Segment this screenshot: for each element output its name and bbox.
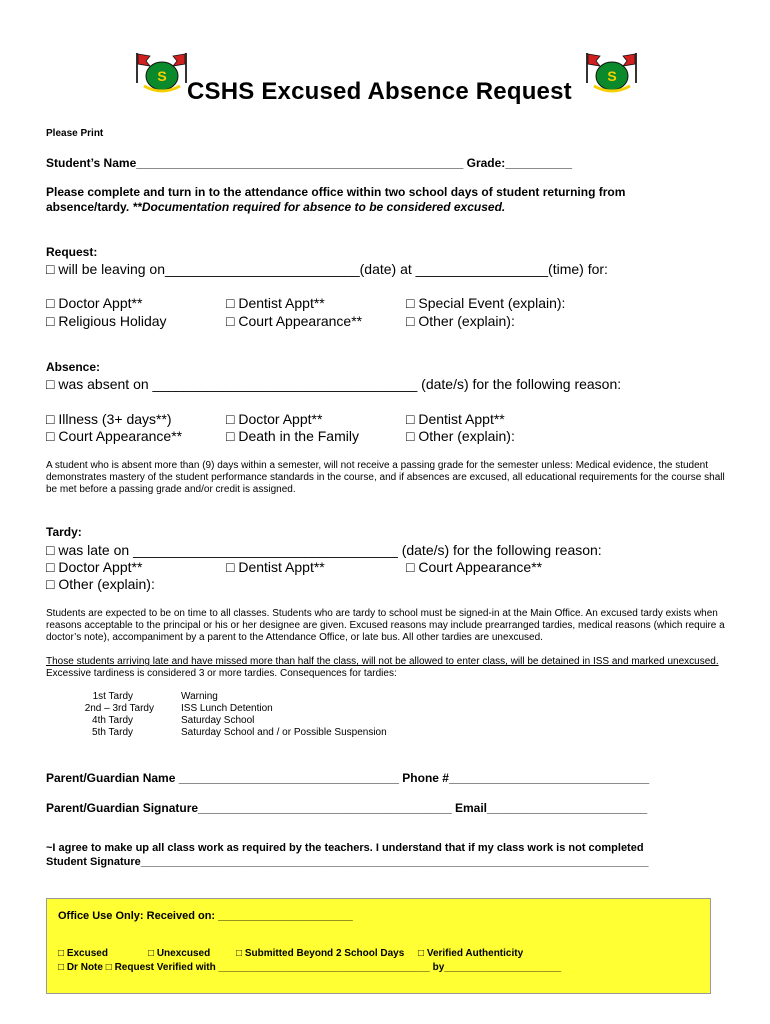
school-logo-left bbox=[134, 50, 190, 96]
email-field[interactable]: ________________________ bbox=[487, 801, 648, 815]
tardy-option-dentist[interactable]: □ Dentist Appt** bbox=[226, 559, 325, 575]
student-name-line bbox=[46, 156, 572, 170]
office-option-unexcused[interactable]: □ Unexcused bbox=[148, 948, 211, 959]
request-option-doctor[interactable]: □ Doctor Appt** bbox=[46, 295, 143, 311]
request-time-field[interactable]: _________________ bbox=[415, 261, 549, 277]
tardy-date-line: □ was late on __________________________________ (date/s) for the following reason: bbox=[46, 542, 602, 558]
instructions-line-1: Please complete and turn in to the attendance office within two school days of student returning from bbox=[46, 185, 626, 199]
student-signature-line: Student Signature___________________________________________________________________________________ bbox=[46, 856, 649, 868]
verified-by-field[interactable]: _____________________ bbox=[444, 962, 562, 973]
svg-text:S: S bbox=[607, 68, 617, 84]
absence-heading: Absence: bbox=[46, 360, 101, 374]
table-row: 1st Tardy Warning bbox=[92, 691, 218, 702]
checkbox[interactable]: □ bbox=[46, 376, 55, 392]
student-name-label: Student’s Name bbox=[46, 156, 137, 170]
documentation-note: **Documentation required for absence to be considered excused. bbox=[132, 200, 506, 214]
checkbox[interactable]: □ bbox=[46, 576, 55, 592]
checkbox[interactable]: □ bbox=[105, 962, 112, 973]
student-name-field[interactable]: _________________________________________________ bbox=[136, 156, 464, 170]
absence-policy-text: A student who is absent more than (9) days within a semester, will not receive a passing grade for the semester unless: Medical evidence, the student demonstrates mastery of the student performance standards in the course, and if absences are excused, all educational requirements for the course shall be met before a passing grade and/or credit is assigned. bbox=[46, 460, 725, 495]
office-received-line: Office Use Only: Received on: ______________________ bbox=[58, 910, 353, 922]
verified-with-field[interactable]: ______________________________________ bbox=[218, 962, 430, 973]
checkbox[interactable]: □ bbox=[406, 313, 415, 329]
excessive-tardiness-note: Excessive tardiness is considered 3 or more tardies. Consequences for tardies: bbox=[46, 668, 397, 679]
office-option-submitted-beyond[interactable]: □ Submitted Beyond 2 School Days bbox=[236, 948, 405, 959]
office-option-excused[interactable]: □ Excused bbox=[58, 948, 108, 959]
parent-name-field[interactable]: _________________________________ bbox=[178, 771, 399, 785]
checkbox[interactable]: □ bbox=[58, 948, 65, 959]
tardy-heading: Tardy: bbox=[46, 525, 82, 539]
checkbox[interactable]: □ bbox=[406, 428, 415, 444]
instructions-line-2: absence/tardy. **Documentation required for absence to be considered excused. bbox=[46, 200, 506, 214]
tardy-option-doctor[interactable]: □ Doctor Appt** bbox=[46, 559, 143, 575]
checkbox[interactable]: □ bbox=[226, 295, 235, 311]
absence-option-death[interactable]: □ Death in the Family bbox=[226, 428, 359, 444]
checkbox[interactable]: □ bbox=[46, 261, 55, 277]
page-title: CSHS Excused Absence Request bbox=[187, 78, 572, 105]
checkbox[interactable]: □ bbox=[418, 948, 425, 959]
request-date-field[interactable]: _________________________ bbox=[164, 261, 360, 277]
table-row: 4th Tardy Saturday School bbox=[92, 715, 255, 726]
student-signature-field[interactable]: ___________________________________________________________________________________ bbox=[140, 856, 649, 868]
checkbox[interactable]: □ bbox=[46, 559, 55, 575]
checkbox[interactable]: □ bbox=[406, 559, 415, 575]
checkbox[interactable]: □ bbox=[236, 948, 243, 959]
office-verified-line: □ Dr Note □ Request Verified with ______________________________________ by_____________________ bbox=[58, 962, 562, 973]
checkbox[interactable]: □ bbox=[406, 411, 415, 427]
checkbox[interactable]: □ bbox=[46, 428, 55, 444]
checkbox[interactable]: □ bbox=[406, 295, 415, 311]
checkbox[interactable]: □ bbox=[148, 948, 155, 959]
request-option-religious[interactable]: □ Religious Holiday bbox=[46, 313, 167, 329]
table-row: 5th Tardy Saturday School and / or Possible Suspension bbox=[92, 727, 387, 738]
phone-field[interactable]: ______________________________ bbox=[448, 771, 650, 785]
received-date-field[interactable]: ______________________ bbox=[218, 910, 353, 922]
checkbox[interactable]: □ bbox=[226, 428, 235, 444]
tardy-policy-text: Students are expected to be on time to all classes. Students who are tardy to school must be signed-in at the Main Office. An excused tardy exists when reasons acceptable to the principal or his or her designee are given. Excused reasons may include prearranged tardies, medical reasons (which require a doctor’s note), accompaniment by a parent to the Attendance Office, or late bus. All other tardies are unexcused. bbox=[46, 608, 725, 643]
checkbox[interactable]: □ bbox=[226, 559, 235, 575]
checkbox[interactable]: □ bbox=[46, 295, 55, 311]
grade-field[interactable]: __________ bbox=[505, 156, 573, 170]
school-mascot-logo-icon bbox=[584, 50, 640, 96]
late-arrival-notice: Those students arriving late and have missed more than half the class, will not be allowed to enter class, will be detained in ISS and marked unexcused. bbox=[46, 656, 719, 667]
svg-text:S: S bbox=[157, 68, 167, 84]
tardy-option-other[interactable]: □ Other (explain): bbox=[46, 576, 155, 592]
absence-option-doctor[interactable]: □ Doctor Appt** bbox=[226, 411, 323, 427]
request-option-other[interactable]: □ Other (explain): bbox=[406, 313, 515, 329]
tardy-option-court[interactable]: □ Court Appearance** bbox=[406, 559, 543, 575]
checkbox[interactable]: □ bbox=[46, 542, 55, 558]
request-heading: Request: bbox=[46, 245, 98, 259]
checkbox[interactable]: □ bbox=[58, 962, 65, 973]
request-option-dentist[interactable]: □ Dentist Appt** bbox=[226, 295, 325, 311]
office-use-box bbox=[46, 898, 711, 994]
parent-signature-line: Parent/Guardian Signature______________________________________ Email________________________ bbox=[46, 801, 648, 815]
office-option-verified-authenticity[interactable]: □ Verified Authenticity bbox=[418, 948, 524, 959]
absence-option-dentist[interactable]: □ Dentist Appt** bbox=[406, 411, 505, 427]
parent-name-line: Parent/Guardian Name _________________________________ Phone #______________________________ bbox=[46, 771, 650, 785]
agreement-text: ~I agree to make up all class work as required by the teachers. I understand that if my class work is not completed bbox=[46, 842, 644, 854]
checkbox[interactable]: □ bbox=[226, 313, 235, 329]
table-row: 2nd – 3rd Tardy ISS Lunch Detention bbox=[84, 703, 273, 714]
tardy-date-field[interactable]: __________________________________ bbox=[133, 542, 398, 558]
checkbox[interactable]: □ bbox=[226, 411, 235, 427]
checkbox[interactable]: □ bbox=[46, 411, 55, 427]
school-mascot-logo-icon bbox=[134, 50, 190, 96]
absence-option-court[interactable]: □ Court Appearance** bbox=[46, 428, 183, 444]
absence-option-other[interactable]: □ Other (explain): bbox=[406, 428, 515, 444]
absence-option-illness[interactable]: □ Illness (3+ days**) bbox=[46, 411, 172, 427]
absence-date-line: □ was absent on __________________________________ (date/s) for the following reason: bbox=[46, 376, 622, 392]
tardy-consequences-table bbox=[46, 691, 387, 739]
request-leaving-line: □ will be leaving on_________________________(date) at _________________(time) for: bbox=[46, 261, 608, 277]
checkbox[interactable]: □ bbox=[46, 313, 55, 329]
grade-label: Grade: bbox=[466, 156, 506, 170]
school-logo-right bbox=[584, 50, 640, 96]
parent-signature-field[interactable]: ______________________________________ bbox=[198, 801, 452, 815]
please-print-note: Please Print bbox=[46, 128, 104, 139]
request-option-court[interactable]: □ Court Appearance** bbox=[226, 313, 363, 329]
request-option-special-event[interactable]: □ Special Event (explain): bbox=[406, 295, 566, 311]
absence-date-field[interactable]: __________________________________ bbox=[152, 376, 418, 392]
